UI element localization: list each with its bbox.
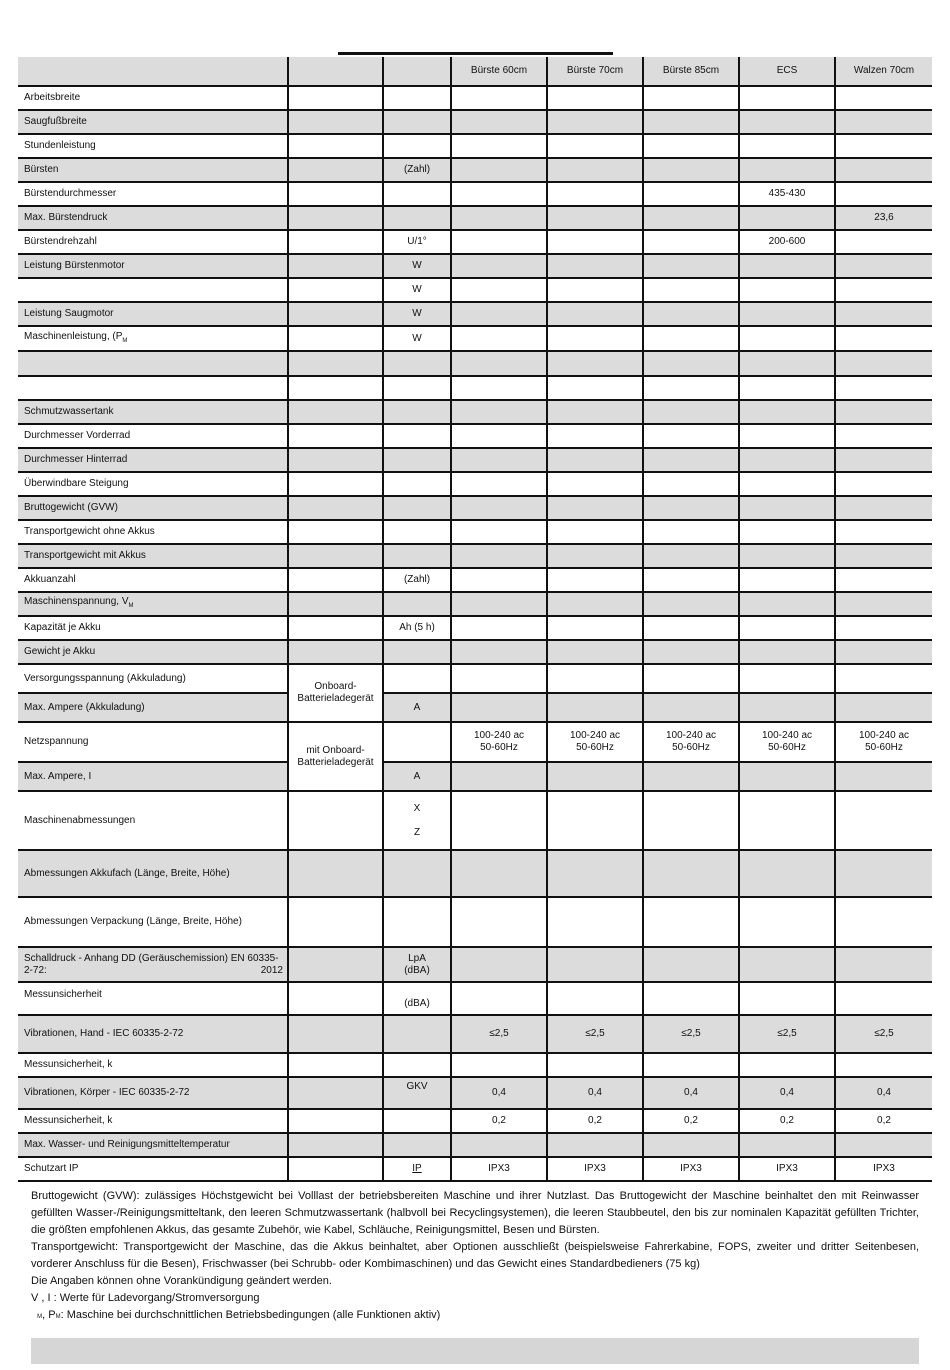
row-label: Gewicht je Akku (18, 640, 288, 664)
cell-value: 0,4 (643, 1077, 739, 1109)
row-label: Abmessungen Akkufach (Länge, Breite, Höhe) (18, 850, 288, 897)
row-label: Messunsicherheit (18, 982, 288, 1015)
row-label: Maschinenleistung, ($P_M$ (18, 326, 288, 351)
cell-value: 0,4 (547, 1077, 643, 1109)
row-label: Akkuanzahl (18, 568, 288, 592)
cell-netz: 100-240 ac 50-60Hz (451, 722, 547, 762)
table-row (18, 278, 932, 302)
cell-value: 0,4 (835, 1077, 932, 1109)
spec-table (18, 57, 932, 1182)
table-row (18, 134, 932, 158)
table-row (18, 1077, 932, 1109)
table-row (18, 1053, 932, 1077)
note-transport: Transportgewicht: Transportgewicht der Maschine, das die Akkus beinhaltet, aber Optionen ausschließt (beispielsweise Fahrerkabine, FOPS, zweiter und dritter Seitenbesen, vorderer Anschluss für die Besen), Frischwasser (bei Schrubb- oder Kombimaschinen) und das Gewicht eines Standardbedieners (75 kg) (31, 1241, 919, 1270)
table-row (18, 1133, 932, 1157)
row-label: Schutzart IP (18, 1157, 288, 1181)
row-label: Max. Bürstendruck (18, 206, 288, 230)
header-walzen-70: Walzen 70cm (835, 57, 932, 86)
table-row (18, 448, 932, 472)
cell-value: ≤2,5 (451, 1015, 547, 1053)
header-buerste-60: Bürste 60cm (451, 57, 547, 86)
row-unit: GKV (383, 1077, 451, 1109)
cell-value: 0,2 (547, 1109, 643, 1133)
cell-value: ≤2,5 (835, 1015, 932, 1053)
table-row (18, 400, 932, 424)
row-label (18, 351, 288, 376)
row-unit: W (383, 326, 451, 351)
row-label: Leistung Saugmotor (18, 302, 288, 326)
row-label: Leistung Bürstenmotor (18, 254, 288, 278)
table-row (18, 326, 932, 351)
row-unit (383, 206, 451, 230)
note-change: Die Angaben können ohne Vorankündigung geändert werden. (31, 1275, 332, 1287)
table-row (18, 110, 932, 134)
row-unit (383, 722, 451, 762)
header-ecs: ECS (739, 57, 835, 86)
row-label: Schalldruck - Anhang DD (Geräuschemission) EN 60335-2-72: 2012 (18, 947, 288, 982)
cell-value: 0,4 (451, 1077, 547, 1109)
cell-netz: 100-240 ac 50-60Hz (547, 722, 643, 762)
table-row (18, 230, 932, 254)
table-row (18, 616, 932, 640)
cell-value: IPX3 (739, 1157, 835, 1181)
table-row (18, 592, 932, 616)
table-row (18, 520, 932, 544)
table-row (18, 424, 932, 448)
row-label: Bürsten (18, 158, 288, 182)
row-unit (383, 351, 451, 376)
row-unit (383, 520, 451, 544)
table-row (18, 568, 932, 592)
cell-value: IPX3 (835, 1157, 932, 1181)
table-row (18, 86, 932, 110)
row-unit (383, 86, 451, 110)
row-label: Abmessungen Verpackung (Länge, Breite, Höhe) (18, 897, 288, 947)
row-label (18, 376, 288, 400)
row-label: Transportgewicht mit Akkus (18, 544, 288, 568)
row-label: Kapazität je Akku (18, 616, 288, 640)
note-pm: M, PM: Maschine bei durchschnittlichen Betriebsbedingungen (alle Funktionen aktiv) (37, 1309, 441, 1321)
row-label: Messunsicherheit, k (18, 1109, 288, 1133)
row-unit (383, 110, 451, 134)
row-label: Durchmesser Vorderrad (18, 424, 288, 448)
row-unit (383, 544, 451, 568)
row-unit (383, 424, 451, 448)
row-label (18, 278, 288, 302)
row-unit: Ah (5 h) (383, 616, 451, 640)
cell-value: IPX3 (547, 1157, 643, 1181)
row-unit: A (383, 762, 451, 791)
table-row (18, 1015, 932, 1053)
row-label: Transportgewicht ohne Akkus (18, 520, 288, 544)
cell-ecs: 200-600 (739, 230, 835, 254)
cell-value: ≤2,5 (739, 1015, 835, 1053)
row-label: Maschinenabmessungen (18, 791, 288, 850)
row-label: Max. Ampere, I (18, 762, 288, 791)
cell-value: 0,2 (451, 1109, 547, 1133)
cell-value: ≤2,5 (547, 1015, 643, 1053)
table-row (18, 693, 932, 722)
row-unit (383, 664, 451, 693)
table-row (18, 762, 932, 791)
row-unit (383, 376, 451, 400)
row-unit: W (383, 254, 451, 278)
header-row (18, 57, 932, 86)
cell-netz: 100-240 ac 50-60Hz (739, 722, 835, 762)
row-unit (383, 448, 451, 472)
table-row (18, 947, 932, 982)
cell-value: 0,2 (835, 1109, 932, 1133)
table-row (18, 982, 932, 1015)
table-row (18, 158, 932, 182)
row-label: Max. Ampere (Akkuladung) (18, 693, 288, 722)
header-buerste-70: Bürste 70cm (547, 57, 643, 86)
onboard-charger-cell: Onboard- Batterieladegerät (288, 664, 383, 722)
row-label: Bürstendurchmesser (18, 182, 288, 206)
table-row (18, 182, 932, 206)
cell-walzen: 23,6 (835, 206, 932, 230)
cell-value: IPX3 (451, 1157, 547, 1181)
row-label: Durchmesser Hinterrad (18, 448, 288, 472)
row-label: Vibrationen, Körper - IEC 60335-2-72 (18, 1077, 288, 1109)
row-unit: LpA (dBA) (383, 947, 451, 982)
row-label: Schmutzwassertank (18, 400, 288, 424)
top-rule (338, 52, 613, 55)
table-row (18, 472, 932, 496)
row-unit (383, 182, 451, 206)
row-unit: IP (383, 1157, 451, 1181)
cell-value: 0,4 (739, 1077, 835, 1109)
table-row (18, 302, 932, 326)
table-row (18, 206, 932, 230)
row-unit (383, 592, 451, 616)
row-unit (383, 640, 451, 664)
note-vi: V , I : Werte für Ladevorgang/Stromversorgung (31, 1292, 260, 1304)
cell-value: 0,2 (739, 1109, 835, 1133)
row-unit: (Zahl) (383, 568, 451, 592)
mit-onboard-charger-cell: mit Onboard- Batterieladegerät (288, 722, 383, 791)
row-unit (383, 496, 451, 520)
row-label: Netzspannung (18, 722, 288, 762)
table-row (18, 850, 932, 897)
row-unit (383, 134, 451, 158)
row-label: Messunsicherheit, k (18, 1053, 288, 1077)
cell-value: IPX3 (643, 1157, 739, 1181)
note-gvw: Bruttogewicht (GVW): zulässiges Höchstgewicht bei Volllast der betriebsbereiten Maschine und ihrer Nutzlast. Das Bruttogewicht der Maschine beinhaltet den mit Reinwasser gefüllten Wasser-/Reinigungsmitteltank, den leeren Schmutzwassertank (halbvoll bei Recyclingsystemen), die leeren Staubbeutel, den bis zur nominalen Kapazität gefüllten Trichter, die größten empfohlenen Akkus, das gesamte Zubehör, wie Kabel, Schläuche, Reinigungsmittel, Besen und Bürsten. (31, 1190, 919, 1236)
cell-ecs: 435-430 (739, 182, 835, 206)
row-label: Bürstendrehzahl (18, 230, 288, 254)
row-unit (383, 472, 451, 496)
row-unit: (dBA) (383, 982, 451, 1015)
row-label: Saugfußbreite (18, 110, 288, 134)
cell-value: 0,2 (643, 1109, 739, 1133)
row-label: Vibrationen, Hand - IEC 60335-2-72 (18, 1015, 288, 1053)
header-buerste-85: Bürste 85cm (643, 57, 739, 86)
row-label: Stundenleistung (18, 134, 288, 158)
table-row (18, 640, 932, 664)
row-unit: (Zahl) (383, 158, 451, 182)
row-unit (383, 400, 451, 424)
row-unit: W (383, 302, 451, 326)
row-label: Bruttogewicht (GVW) (18, 496, 288, 520)
row-unit: W (383, 278, 451, 302)
table-row (18, 496, 932, 520)
table-row (18, 722, 932, 762)
row-label: Arbeitsbreite (18, 86, 288, 110)
row-unit: U/1° (383, 230, 451, 254)
footer-bar (31, 1338, 919, 1364)
table-row (18, 791, 932, 850)
row-label: Überwindbare Steigung (18, 472, 288, 496)
row-unit: X Z (383, 791, 451, 850)
table-row (18, 254, 932, 278)
table-row (18, 376, 932, 400)
footnotes (31, 1188, 919, 1326)
table-row (18, 1109, 932, 1133)
row-unit: A (383, 693, 451, 722)
table-row (18, 351, 932, 376)
cell-netz: 100-240 ac 50-60Hz (835, 722, 932, 762)
cell-value: ≤2,5 (643, 1015, 739, 1053)
row-label: Maschinenspannung, $V_M$ (18, 592, 288, 616)
table-row (18, 664, 932, 693)
header-cell (288, 57, 383, 86)
row-label: Max. Wasser- und Reinigungsmitteltemperatur (18, 1133, 288, 1157)
table-row (18, 1157, 932, 1181)
cell-netz: 100-240 ac 50-60Hz (643, 722, 739, 762)
row-label: Versorgungsspannung (Akkuladung) (18, 664, 288, 693)
header-cell (383, 57, 451, 86)
table-row (18, 897, 932, 947)
table-row (18, 544, 932, 568)
header-cell (18, 57, 288, 86)
